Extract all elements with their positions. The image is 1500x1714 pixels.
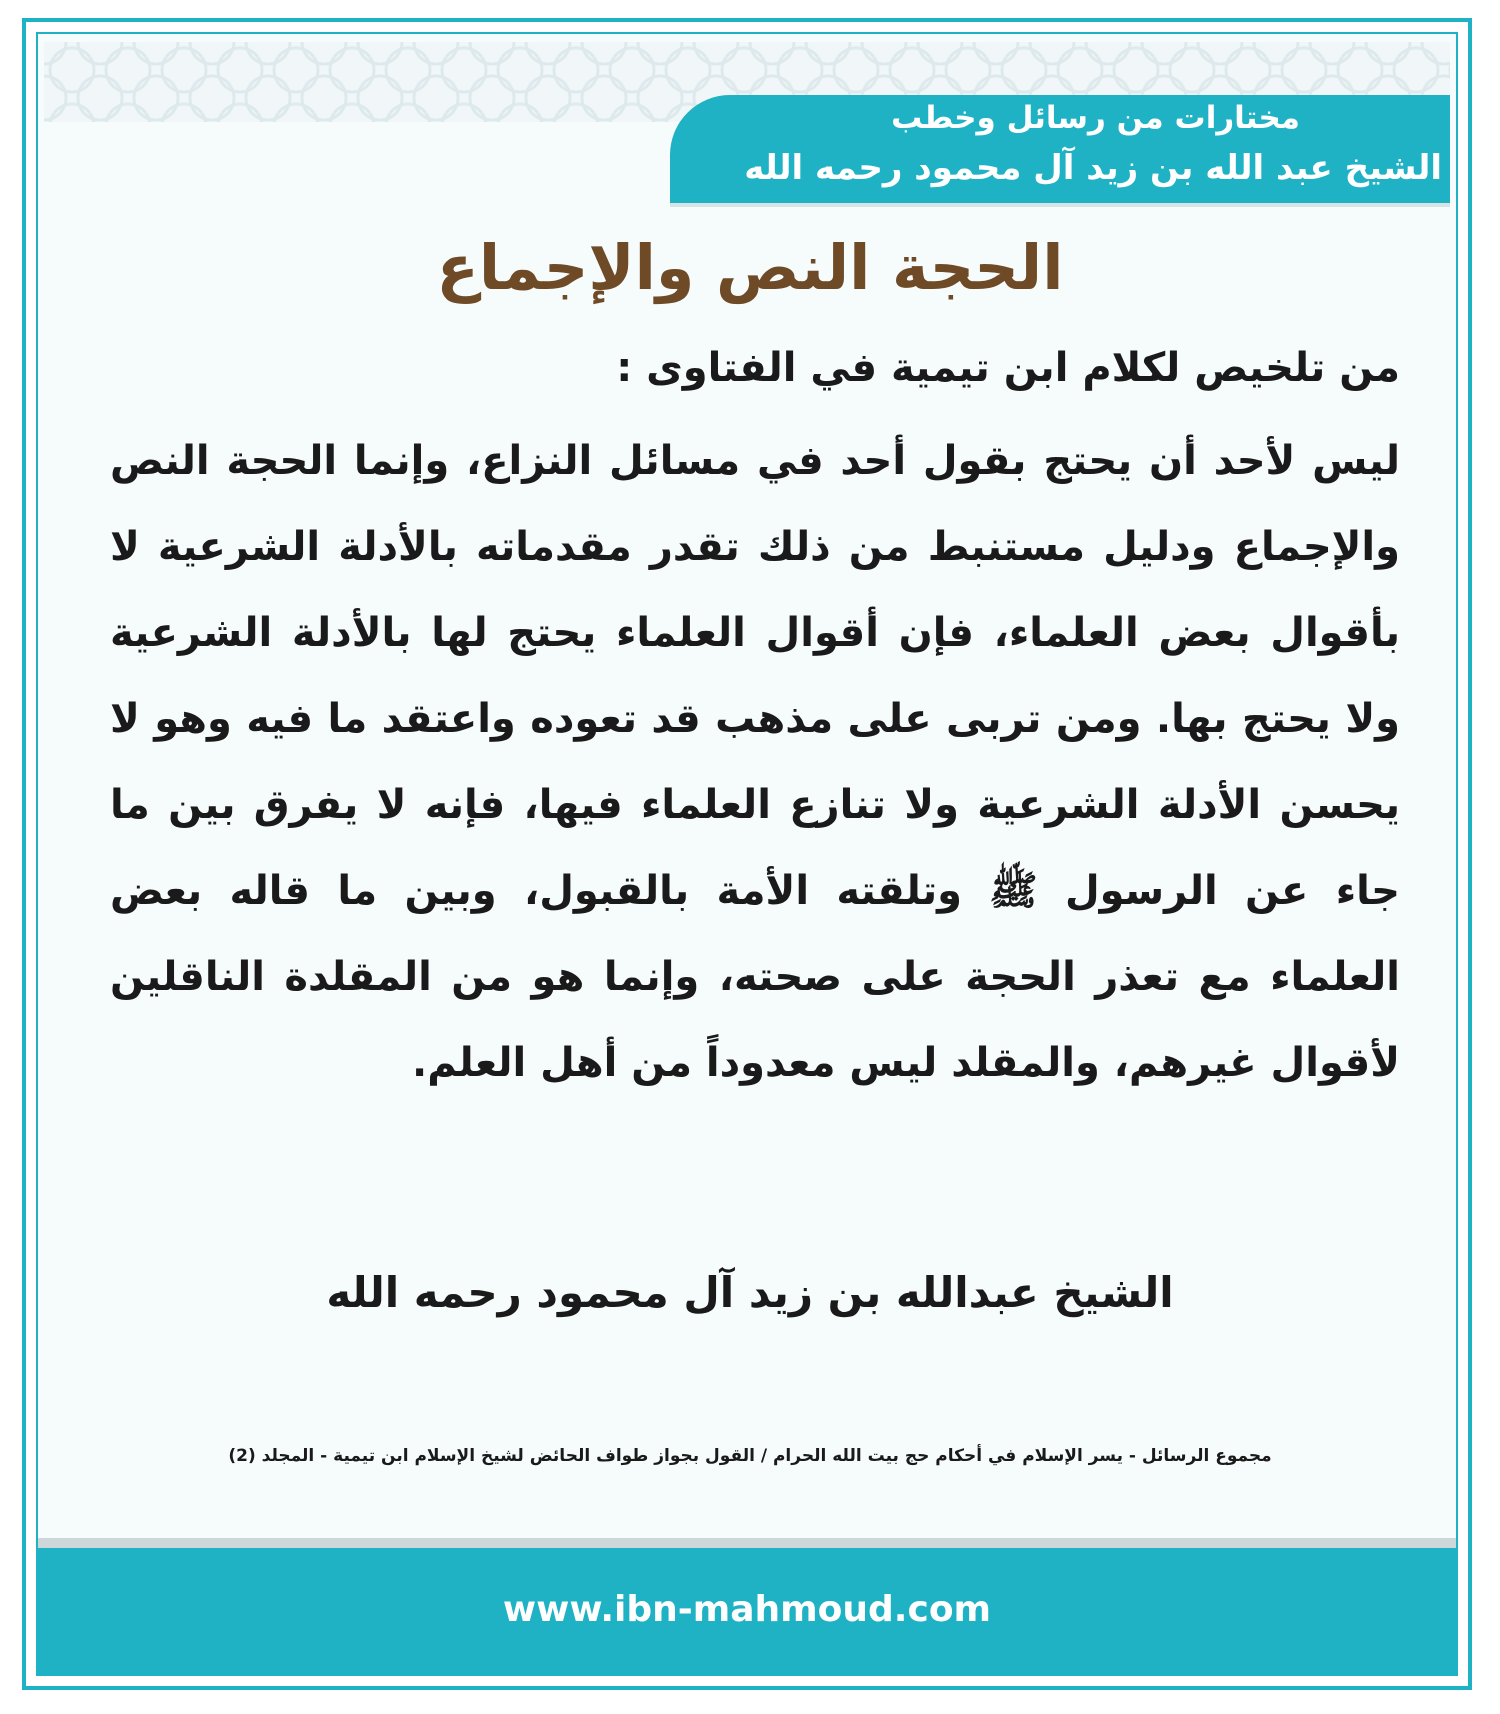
- website-link[interactable]: www.ibn-mahmoud.com: [502, 1589, 992, 1630]
- author-signature: الشيخ عبدالله بن زيد آل محمود رحمه الله: [326, 1268, 1174, 1317]
- article-title: الحجة النص والإجماع: [436, 231, 1064, 304]
- source-citation: مجموع الرسائل - يسر الإسلام في أحكام حج بيت الله الحرام / القول بجواز طواف الحائض لشيخ الإسلام ابن تيمية - المجلد (2): [228, 1446, 1272, 1466]
- header-series-title: مختارات من رسائل وخطب: [891, 100, 1300, 136]
- header-author-name: الشيخ عبد الله بن زيد آل محمود رحمه الله: [744, 148, 1442, 188]
- article-body: ليس لأحد أن يحتج بقول أحد في مسائل النزاع، وإنما الحجة النص والإجماع ودليل مستنبط من ذلك تقدر مقدماته بالأدلة الشرعية لا بأقوال بعض العلماء، فإن أقوال العلماء يحتج لها بالأدلة الشرعية ولا يحتج بها. ومن تربى على مذهب قد تعوده واعتقد ما فيه وهو لا يحسن الأدلة الشرعية ولا تنازع العلماء فيها، فإنه لا يفرق بين ما جاء عن الرسول ﷺ وتلقته الأمة بالقبول، وبين ما قاله بعض العلماء مع تعذر الحجة على صحته، وإنما هو من المقلدة الناقلين لأقوال غيرهم، والمقلد ليس معدوداً من أهل العلم.: [110, 438, 1400, 1086]
- article-intro: من تلخيص لكلام ابن تيمية في الفتاوى :: [616, 345, 1400, 391]
- footer-divider: [38, 1538, 1456, 1548]
